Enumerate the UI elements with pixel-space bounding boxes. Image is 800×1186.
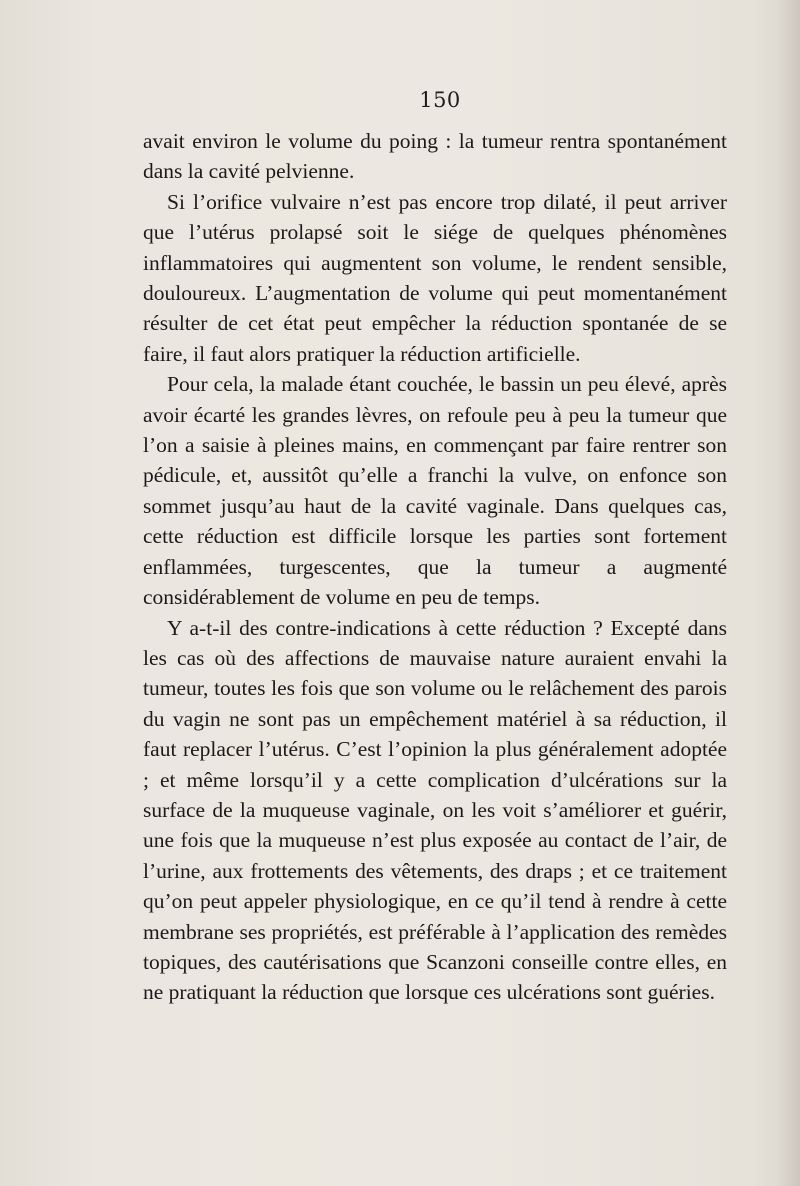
page-edge-shadow bbox=[778, 0, 800, 1186]
page-number: 150 bbox=[419, 88, 461, 112]
paragraph: Pour cela, la malade étant couchée, le bassin un peu élevé, après avoir écarté les grandes lèvres, on refoule peu à peu la tumeur que l’on a saisie à pleines mains, en commençant par faire rentrer son pédicule, et, aussitôt qu’elle a franchi la vulve, on enfonce son sommet jusqu’au haut de la cavité vaginale. Dans quelques cas, cette réduction est difficile lorsque les parties sont fortement enflammées, turgescentes, que la tumeur a augmenté considérablement de volume en peu de temps. bbox=[143, 372, 727, 610]
paragraph: Si l’orifice vulvaire n’est pas encore trop dilaté, il peut arriver que l’utérus prolapsé soit le siége de quelques phénomènes inflammatoires qui augmentent son volume, le rendent sensible, douloureux. L’augmentation de volume qui peut momentanément résulter de cet état peut empêcher la réduction spontanée de se faire, il faut alors pratiquer la réduction artificielle. bbox=[143, 189, 727, 366]
paragraph-continuation: avait environ le volume du poing : la tumeur rentra spontanément dans la cavité pelvienne. bbox=[143, 129, 727, 184]
paragraph: Y a-t-il des contre-indications à cette réduction ? Excepté dans les cas où des affections de mauvaise nature auraient envahi la tumeur, toutes les fois que son volume ou le relâchement des parois du vagin ne sont pas un empêchement matériel à sa réduction, il faut replacer l’utérus. C’est l’opinion la plus généralement adoptée ; et même lorsqu’il y a cette complication d’ulcérations sur la surface de la muqueuse vaginale, on les voit s’améliorer et guérir, une fois que la muqueuse n’est plus exposée au contact de l’air, de l’urine, aux frottements des vêtements, des draps ; et ce traitement qu’on peut appeler physiologique, en ce qu’il tend à rendre à cette membrane ses propriétés, est préférable à l’application des remèdes topiques, des cautérisations que Scanzoni conseille contre elles, en ne pratiquant la réduction que lorsque ces ulcérations sont guéries. bbox=[143, 615, 727, 1005]
body-text bbox=[143, 126, 727, 1008]
